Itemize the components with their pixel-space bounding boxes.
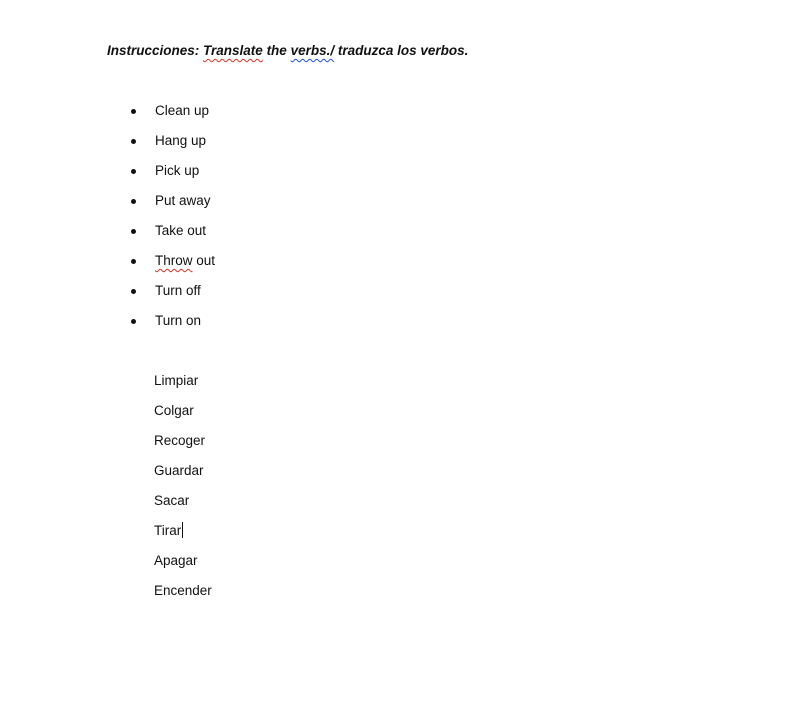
instructions-prefix: Instrucciones: [107, 43, 204, 58]
list-item: Take out [155, 223, 207, 238]
bullet-icon [131, 229, 136, 234]
list-item: Pick up [155, 163, 200, 178]
list-item: Turn on [155, 313, 202, 328]
instructions-heading [107, 42, 468, 60]
list-item: Put away [155, 193, 211, 208]
list-item: Hang up [155, 133, 207, 148]
list-item: Sacar [154, 493, 190, 508]
list-item: Limpiar [154, 373, 199, 388]
translate-word: Translate [203, 43, 263, 58]
bullet-icon [131, 289, 136, 294]
bullet-icon [131, 259, 136, 264]
bullet-icon [131, 199, 136, 204]
list-item-with-cursor[interactable] [154, 522, 183, 540]
list-item: Turn off [155, 283, 201, 298]
bullet-icon [131, 109, 136, 114]
list-item: Clean up [155, 103, 210, 118]
instructions-suffix: traduzca los verbos. [334, 43, 469, 58]
bullet-icon [131, 319, 136, 324]
bullet-icon [131, 169, 136, 174]
list-item: Encender [154, 583, 212, 598]
verbs-word: verbs./ [290, 43, 335, 58]
bullet-icon [131, 139, 136, 144]
text-cursor [182, 522, 183, 538]
list-item: Recoger [154, 433, 206, 448]
out-word: out [192, 253, 216, 268]
list-item: Colgar [154, 403, 194, 418]
list-item-text: Tirar [154, 523, 182, 538]
list-item: Apagar [154, 553, 198, 568]
instructions-the: the [262, 43, 291, 58]
list-item: Guardar [154, 463, 204, 478]
list-item [155, 252, 215, 270]
throw-word: Throw [155, 253, 193, 268]
